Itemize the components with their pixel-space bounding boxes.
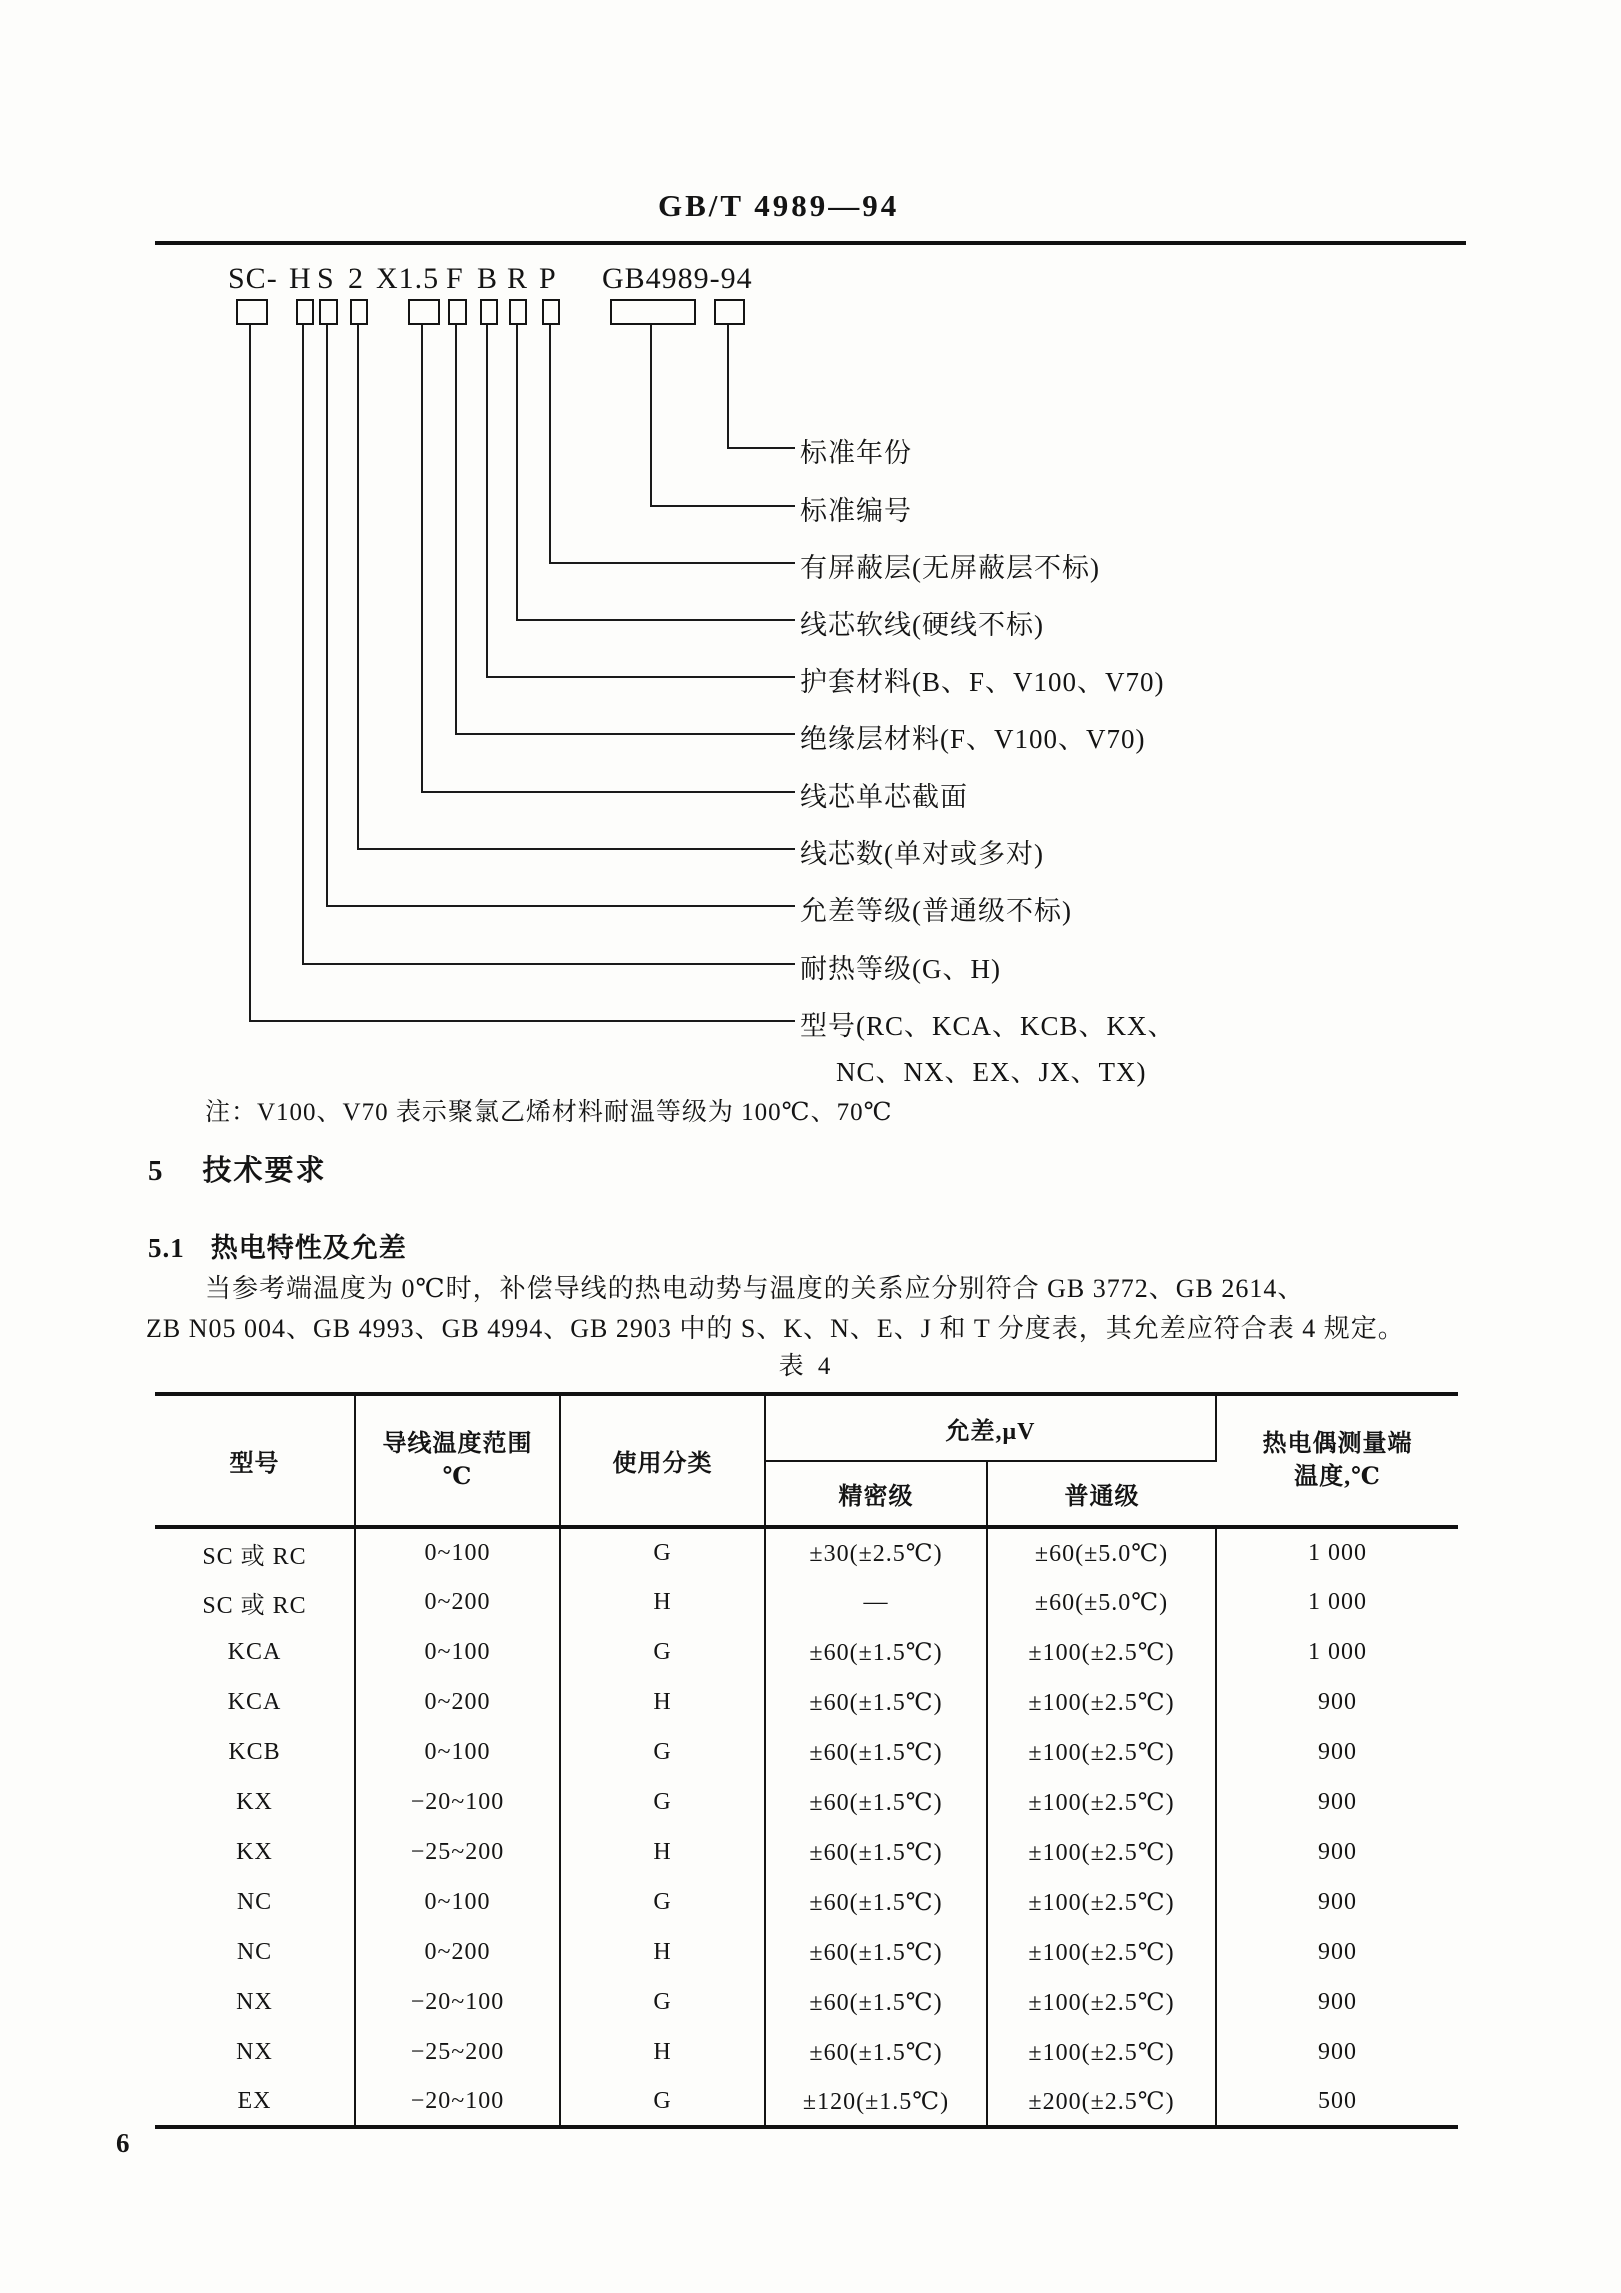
code-flex: R <box>507 262 529 295</box>
table-cell: ±60(±1.5℃) <box>765 1727 987 1777</box>
table-cell: 0~100 <box>355 1877 560 1927</box>
table-cell: 900 <box>1318 1738 1357 1765</box>
table-cell: ±60(±5.0℃) <box>987 1527 1216 1577</box>
table-cell: −20~100 <box>355 1777 560 1827</box>
table-header <box>155 1394 1458 1527</box>
section-title: 技术要求 <box>202 1155 327 1187</box>
table-cell: ±60(±1.5℃) <box>765 1977 987 2027</box>
table-row <box>155 2027 1458 2077</box>
table-cell: KX <box>155 1827 355 1877</box>
table-cell: G <box>560 1727 765 1777</box>
table-cell: ±60(±1.5℃) <box>765 1877 987 1927</box>
table-cell: 900 <box>1318 1788 1357 1815</box>
table-cell: EX <box>155 2077 355 2127</box>
table-cell: 500 <box>1318 2087 1357 2114</box>
label-core-section: 线芯单芯截面 <box>800 782 968 812</box>
tolerance-table-wrapper <box>155 1392 1458 2129</box>
label-standard-number: 标准编号 <box>800 496 912 526</box>
header-rule <box>155 241 1466 245</box>
code-box-sheath <box>480 299 498 325</box>
table-cell: 0~200 <box>355 1677 560 1727</box>
table-cell: 1 000 <box>1308 1638 1367 1665</box>
table-cell: 900 <box>1318 1688 1357 1715</box>
code-tolerance: S <box>317 262 335 295</box>
connector-line <box>249 325 795 1022</box>
table-cell: −20~100 <box>355 2077 560 2127</box>
code-box-tolerance <box>319 299 338 325</box>
header-precision: 精密级 <box>765 1461 987 1527</box>
label-model-line2: NC、NX、EX、JX、TX) <box>836 1057 1147 1087</box>
table-cell: NX <box>155 2027 355 2077</box>
label-flex-core: 线芯软线(硬线不标) <box>800 610 1044 640</box>
table-cell: 1 000 <box>1308 1539 1367 1566</box>
table-cell: SC 或 RC <box>155 1577 355 1627</box>
table-cell: 900 <box>1318 1938 1357 1965</box>
table-row <box>155 1877 1458 1927</box>
table-cell: KX <box>155 1777 355 1827</box>
label-heat-grade: 耐热等级(G、H) <box>800 954 1001 984</box>
paragraph-line-1: 当参考端温度为 0℃时，补偿导线的热电动势与温度的关系应分别符合 GB 3772、GB 2614、 <box>205 1274 1305 1303</box>
code-box-type <box>236 299 268 325</box>
table-row <box>155 1777 1458 1827</box>
code-sheath: B <box>477 262 499 295</box>
table-cell: ±100(±2.5℃) <box>987 1777 1216 1827</box>
table-cell: H <box>560 1927 765 1977</box>
section-number: 5 <box>148 1155 165 1187</box>
code-box-flex <box>509 299 527 325</box>
header-model: 型号 <box>155 1394 355 1527</box>
code-section: X1.5 <box>376 262 440 295</box>
label-model-line1: 型号(RC、KCA、KCB、KX、 <box>800 1011 1176 1041</box>
code-insulation: F <box>446 262 464 295</box>
code-box-insulation <box>448 299 467 325</box>
table-cell: ±60(±5.0℃) <box>987 1577 1216 1627</box>
code-box-section <box>408 299 440 325</box>
table-cell: 900 <box>1318 2038 1357 2065</box>
header-temp-range-text: 导线温度范围 <box>382 1431 533 1458</box>
label-tolerance-grade: 允差等级(普通级不标) <box>800 896 1072 926</box>
label-shield: 有屏蔽层(无屏蔽层不标) <box>800 553 1100 583</box>
table-cell: ±60(±1.5℃) <box>765 1677 987 1727</box>
table-cell: 900 <box>1318 1888 1357 1915</box>
table-cell: ±60(±1.5℃) <box>765 1777 987 1827</box>
table-cell: KCB <box>155 1727 355 1777</box>
table-cell: 0~200 <box>355 1927 560 1977</box>
label-insulation: 绝缘层材料(F、V100、V70) <box>800 724 1146 754</box>
code-box-core-count <box>350 299 368 325</box>
table-cell: 0~100 <box>355 1627 560 1677</box>
code-core-count: 2 <box>348 262 364 295</box>
table-cell: ±100(±2.5℃) <box>987 2027 1216 2077</box>
label-core-count: 线芯数(单对或多对) <box>800 839 1044 869</box>
table-row <box>155 1827 1458 1877</box>
table-cell: G <box>560 1777 765 1827</box>
table-row <box>155 1727 1458 1777</box>
table-cell: G <box>560 1627 765 1677</box>
header-temp-range-unit: ℃ <box>442 1463 473 1490</box>
label-standard-year: 标准年份 <box>800 438 912 468</box>
table-cell: NC <box>155 1927 355 1977</box>
table-cell: 900 <box>1318 1838 1357 1865</box>
table-cell: SC 或 RC <box>155 1527 355 1577</box>
table-cell: G <box>560 1527 765 1577</box>
subsection-heading <box>148 1226 407 1265</box>
table-body <box>155 1527 1458 2127</box>
table-cell: H <box>560 2027 765 2077</box>
header-ordinary: 普通级 <box>1064 1484 1140 1510</box>
header-thermocouple <box>1216 1394 1458 1527</box>
table-cell: NX <box>155 1977 355 2027</box>
table-cell: ±100(±2.5℃) <box>987 1977 1216 2027</box>
table-row <box>155 1677 1458 1727</box>
table-cell: ±60(±1.5℃) <box>765 2027 987 2077</box>
table-cell: 0~200 <box>355 1577 560 1627</box>
subsection-title: 热电特性及允差 <box>210 1233 407 1263</box>
table-cell: ±60(±1.5℃) <box>765 1627 987 1677</box>
code-box-shield <box>542 299 560 325</box>
table-cell: H <box>560 1827 765 1877</box>
header-thermocouple-line1: 热电偶测量端 <box>1262 1431 1413 1458</box>
table-cell: −25~200 <box>355 2027 560 2077</box>
code-standard: GB4989-94 <box>602 262 753 295</box>
table-cell: ±100(±2.5℃) <box>987 1877 1216 1927</box>
table-cell: ±100(±2.5℃) <box>987 1927 1216 1977</box>
subsection-number: 5.1 <box>148 1233 185 1263</box>
table-cell: ±200(±2.5℃) <box>987 2077 1216 2127</box>
label-sheath-material: 护套材料(B、F、V100、V70) <box>800 667 1165 697</box>
section-heading <box>148 1148 327 1189</box>
table-cell: ±100(±2.5℃) <box>987 1827 1216 1877</box>
table-cell: NC <box>155 1877 355 1927</box>
table-cell: H <box>560 1577 765 1627</box>
paragraph-line-2: ZB N05 004、GB 4993、GB 4994、GB 2903 中的 S、K、N、E、J 和 T 分度表，其允差应符合表 4 规定。 <box>146 1314 1405 1343</box>
table-row <box>155 1577 1458 1627</box>
code-heat-grade: H <box>289 262 312 295</box>
table-cell: 0~100 <box>355 1527 560 1577</box>
header-thermocouple-line2: 温度,℃ <box>1294 1463 1381 1490</box>
table-cell: ±120(±1.5℃) <box>765 2077 987 2127</box>
table-cell: ±100(±2.5℃) <box>987 1627 1216 1677</box>
table-cell: G <box>560 1977 765 2027</box>
header-temp-range <box>355 1394 560 1527</box>
table-cell: H <box>560 1677 765 1727</box>
table-row <box>155 1977 1458 2027</box>
table-cell: 0~100 <box>355 1727 560 1777</box>
page-number: 6 <box>116 2128 130 2158</box>
table-row <box>155 1927 1458 1977</box>
table-cell: 900 <box>1318 1988 1357 2015</box>
table-cell: — <box>765 1577 987 1627</box>
table-cell: G <box>560 1877 765 1927</box>
table-cell: ±100(±2.5℃) <box>987 1727 1216 1777</box>
table-row <box>155 1527 1458 1577</box>
table-cell: −25~200 <box>355 1827 560 1877</box>
table-row <box>155 1627 1458 1677</box>
table-cell: ±30(±2.5℃) <box>765 1527 987 1577</box>
code-box-std-year <box>714 299 745 325</box>
table-cell: KCA <box>155 1677 355 1727</box>
code-type: SC- <box>228 262 278 295</box>
header-usage: 使用分类 <box>560 1394 765 1527</box>
table-cell: G <box>560 2077 765 2127</box>
table-cell: ±100(±2.5℃) <box>987 1677 1216 1727</box>
diagram-note: 注：V100、V70 表示聚氯乙烯材料耐温等级为 100℃、70℃ <box>205 1099 893 1126</box>
table-cell: ±60(±1.5℃) <box>765 1927 987 1977</box>
code-shield: P <box>539 262 557 295</box>
table-row <box>155 2077 1458 2127</box>
table-cell: ±60(±1.5℃) <box>765 1827 987 1877</box>
code-box-heat <box>296 299 314 325</box>
code-box-std-number <box>610 299 696 325</box>
standard-code-header: GB/T 4989—94 <box>658 188 900 223</box>
header-tolerance: 允差,μV <box>765 1394 1216 1461</box>
table-cell: 1 000 <box>1308 1588 1367 1615</box>
table-caption: 表 4 <box>778 1353 835 1380</box>
table-cell: −20~100 <box>355 1977 560 2027</box>
table-cell: KCA <box>155 1627 355 1677</box>
tolerance-table <box>155 1392 1458 2129</box>
